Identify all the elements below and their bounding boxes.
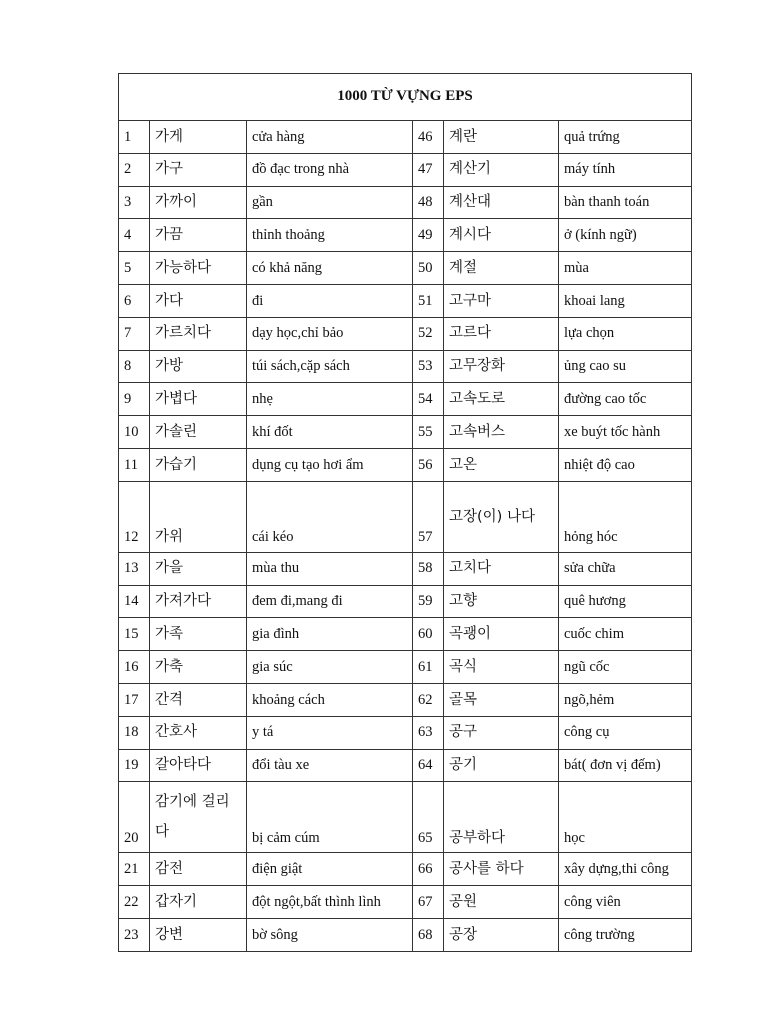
- left-korean-cell: 가습기: [150, 448, 247, 481]
- table-title: 1000 TỪ VỰNG EPS: [119, 74, 692, 121]
- left-vietnamese-cell: gia đình: [247, 618, 413, 651]
- left-vietnamese-cell: gần: [247, 186, 413, 219]
- table-row: [119, 585, 692, 618]
- left-korean-cell: 간호사: [150, 716, 247, 749]
- table-row: [119, 481, 692, 552]
- right-korean-cell: 공장: [444, 918, 559, 951]
- right-korean-cell: 고장(이) 나다: [444, 481, 559, 552]
- table-row: [119, 383, 692, 416]
- right-number-cell: 68: [413, 918, 444, 951]
- right-vietnamese-cell: bàn thanh toán: [559, 186, 692, 219]
- right-number-cell: 58: [413, 552, 444, 585]
- left-vietnamese-cell: mùa thu: [247, 552, 413, 585]
- left-korean-cell: 가볍다: [150, 383, 247, 416]
- right-korean-cell: 고치다: [444, 552, 559, 585]
- table-row: [119, 853, 692, 886]
- right-vietnamese-cell: hỏng hóc: [559, 481, 692, 552]
- table-row: [119, 448, 692, 481]
- table-row: [119, 618, 692, 651]
- left-number-cell: 7: [119, 317, 150, 350]
- right-number-cell: 54: [413, 383, 444, 416]
- right-number-cell: 66: [413, 853, 444, 886]
- left-vietnamese-cell: đi: [247, 284, 413, 317]
- right-number-cell: 59: [413, 585, 444, 618]
- left-korean-cell: 강변: [150, 918, 247, 951]
- left-number-cell: 2: [119, 153, 150, 186]
- right-vietnamese-cell: xe buýt tốc hành: [559, 416, 692, 449]
- left-korean-cell: 가족: [150, 618, 247, 651]
- left-korean-cell: 갈아타다: [150, 749, 247, 782]
- right-vietnamese-cell: quả trứng: [559, 121, 692, 154]
- left-vietnamese-cell: điện giật: [247, 853, 413, 886]
- right-korean-cell: 고향: [444, 585, 559, 618]
- left-korean-cell: 간격: [150, 683, 247, 716]
- table-row: [119, 716, 692, 749]
- left-vietnamese-cell: có khả năng: [247, 252, 413, 285]
- right-vietnamese-cell: quê hương: [559, 585, 692, 618]
- left-number-cell: 14: [119, 585, 150, 618]
- left-korean-cell: 가게: [150, 121, 247, 154]
- right-korean-cell: 고구마: [444, 284, 559, 317]
- right-vietnamese-cell: công viên: [559, 886, 692, 919]
- table-row: [119, 651, 692, 684]
- left-vietnamese-cell: y tá: [247, 716, 413, 749]
- right-number-cell: 51: [413, 284, 444, 317]
- table-row: [119, 121, 692, 154]
- left-number-cell: 11: [119, 448, 150, 481]
- left-korean-cell: 가끔: [150, 219, 247, 252]
- left-number-cell: 4: [119, 219, 150, 252]
- left-vietnamese-cell: bờ sông: [247, 918, 413, 951]
- table-header-row: [119, 74, 692, 121]
- table-row: [119, 186, 692, 219]
- right-korean-cell: 공사를 하다: [444, 853, 559, 886]
- right-number-cell: 50: [413, 252, 444, 285]
- right-korean-cell: 고속버스: [444, 416, 559, 449]
- left-korean-cell: 가위: [150, 481, 247, 552]
- right-vietnamese-cell: lựa chọn: [559, 317, 692, 350]
- left-korean-cell: 감전: [150, 853, 247, 886]
- right-korean-cell: 공구: [444, 716, 559, 749]
- right-vietnamese-cell: sửa chữa: [559, 552, 692, 585]
- left-korean-cell: 가져가다: [150, 585, 247, 618]
- right-korean-cell: 공기: [444, 749, 559, 782]
- left-vietnamese-cell: thỉnh thoảng: [247, 219, 413, 252]
- right-vietnamese-cell: bát( đơn vị đếm): [559, 749, 692, 782]
- table-row: [119, 782, 692, 853]
- left-vietnamese-cell: dạy học,chỉ bảo: [247, 317, 413, 350]
- right-number-cell: 46: [413, 121, 444, 154]
- left-vietnamese-cell: bị cảm cúm: [247, 782, 413, 853]
- right-number-cell: 57: [413, 481, 444, 552]
- table-row: [119, 918, 692, 951]
- left-number-cell: 12: [119, 481, 150, 552]
- left-number-cell: 20: [119, 782, 150, 853]
- left-korean-cell: 가능하다: [150, 252, 247, 285]
- left-korean-cell: 가솔린: [150, 416, 247, 449]
- left-korean-cell: 가구: [150, 153, 247, 186]
- right-vietnamese-cell: ở (kính ngữ): [559, 219, 692, 252]
- left-number-cell: 17: [119, 683, 150, 716]
- table-row: [119, 317, 692, 350]
- left-korean-cell: 가방: [150, 350, 247, 383]
- table-row: [119, 284, 692, 317]
- right-korean-cell: 곡식: [444, 651, 559, 684]
- right-number-cell: 65: [413, 782, 444, 853]
- table-row: [119, 416, 692, 449]
- left-vietnamese-cell: khoảng cách: [247, 683, 413, 716]
- table-row: [119, 350, 692, 383]
- left-number-cell: 10: [119, 416, 150, 449]
- right-number-cell: 55: [413, 416, 444, 449]
- vocabulary-table: [118, 73, 692, 952]
- table-row: [119, 886, 692, 919]
- right-number-cell: 53: [413, 350, 444, 383]
- right-vietnamese-cell: công trường: [559, 918, 692, 951]
- left-vietnamese-cell: đột ngột,bất thình lình: [247, 886, 413, 919]
- right-number-cell: 49: [413, 219, 444, 252]
- right-number-cell: 61: [413, 651, 444, 684]
- right-korean-cell: 고무장화: [444, 350, 559, 383]
- table-row: [119, 219, 692, 252]
- left-number-cell: 22: [119, 886, 150, 919]
- left-vietnamese-cell: đồ đạc trong nhà: [247, 153, 413, 186]
- table-row: [119, 749, 692, 782]
- right-korean-cell: 계절: [444, 252, 559, 285]
- right-number-cell: 47: [413, 153, 444, 186]
- right-number-cell: 48: [413, 186, 444, 219]
- left-number-cell: 3: [119, 186, 150, 219]
- table-row: [119, 683, 692, 716]
- right-korean-cell: 공원: [444, 886, 559, 919]
- right-vietnamese-cell: ngõ,hẻm: [559, 683, 692, 716]
- left-number-cell: 18: [119, 716, 150, 749]
- left-korean-cell: 가축: [150, 651, 247, 684]
- left-korean-cell: 감기에 걸리다: [150, 782, 247, 853]
- left-vietnamese-cell: gia súc: [247, 651, 413, 684]
- table-row: [119, 153, 692, 186]
- right-vietnamese-cell: khoai lang: [559, 284, 692, 317]
- left-number-cell: 23: [119, 918, 150, 951]
- left-number-cell: 5: [119, 252, 150, 285]
- right-korean-cell: 곡괭이: [444, 618, 559, 651]
- right-korean-cell: 계산기: [444, 153, 559, 186]
- left-vietnamese-cell: cái kéo: [247, 481, 413, 552]
- left-vietnamese-cell: túi sách,cặp sách: [247, 350, 413, 383]
- left-vietnamese-cell: nhẹ: [247, 383, 413, 416]
- left-number-cell: 16: [119, 651, 150, 684]
- left-number-cell: 9: [119, 383, 150, 416]
- right-vietnamese-cell: đường cao tốc: [559, 383, 692, 416]
- left-korean-cell: 가다: [150, 284, 247, 317]
- left-korean-cell: 가을: [150, 552, 247, 585]
- right-vietnamese-cell: nhiệt độ cao: [559, 448, 692, 481]
- right-number-cell: 60: [413, 618, 444, 651]
- right-korean-cell: 계란: [444, 121, 559, 154]
- right-korean-cell: 고온: [444, 448, 559, 481]
- right-korean-cell: 고속도로: [444, 383, 559, 416]
- right-vietnamese-cell: ủng cao su: [559, 350, 692, 383]
- left-number-cell: 1: [119, 121, 150, 154]
- left-korean-cell: 갑자기: [150, 886, 247, 919]
- left-vietnamese-cell: cửa hàng: [247, 121, 413, 154]
- right-vietnamese-cell: ngũ cốc: [559, 651, 692, 684]
- right-number-cell: 67: [413, 886, 444, 919]
- table-body: [119, 121, 692, 952]
- left-number-cell: 8: [119, 350, 150, 383]
- left-korean-cell: 가까이: [150, 186, 247, 219]
- right-korean-cell: 골목: [444, 683, 559, 716]
- right-number-cell: 56: [413, 448, 444, 481]
- left-vietnamese-cell: khí đốt: [247, 416, 413, 449]
- left-number-cell: 15: [119, 618, 150, 651]
- right-korean-cell: 고르다: [444, 317, 559, 350]
- right-vietnamese-cell: mùa: [559, 252, 692, 285]
- left-vietnamese-cell: đem đi,mang đi: [247, 585, 413, 618]
- right-korean-cell: 공부하다: [444, 782, 559, 853]
- left-korean-cell: 가르치다: [150, 317, 247, 350]
- left-number-cell: 21: [119, 853, 150, 886]
- table-row: [119, 552, 692, 585]
- right-korean-cell: 계산대: [444, 186, 559, 219]
- right-number-cell: 64: [413, 749, 444, 782]
- left-vietnamese-cell: đổi tàu xe: [247, 749, 413, 782]
- right-number-cell: 52: [413, 317, 444, 350]
- right-vietnamese-cell: công cụ: [559, 716, 692, 749]
- left-number-cell: 13: [119, 552, 150, 585]
- left-vietnamese-cell: dụng cụ tạo hơi ẩm: [247, 448, 413, 481]
- right-number-cell: 63: [413, 716, 444, 749]
- right-vietnamese-cell: học: [559, 782, 692, 853]
- right-vietnamese-cell: cuốc chim: [559, 618, 692, 651]
- right-vietnamese-cell: máy tính: [559, 153, 692, 186]
- table-row: [119, 252, 692, 285]
- right-vietnamese-cell: xây dựng,thi công: [559, 853, 692, 886]
- right-korean-cell: 계시다: [444, 219, 559, 252]
- left-number-cell: 19: [119, 749, 150, 782]
- right-number-cell: 62: [413, 683, 444, 716]
- left-number-cell: 6: [119, 284, 150, 317]
